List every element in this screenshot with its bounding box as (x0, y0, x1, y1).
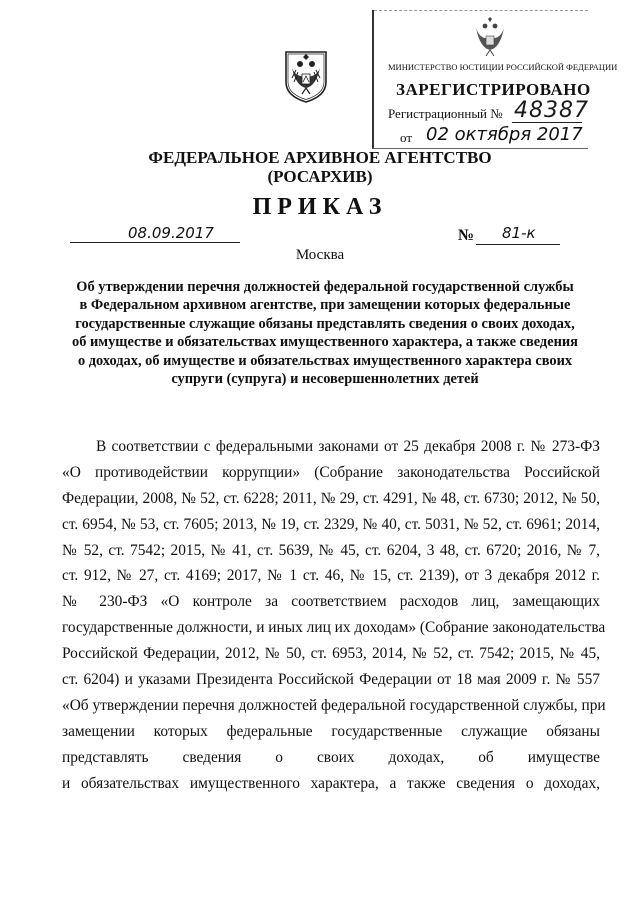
heading-line: в Федеральном архивном агентстве, при замещении которых федеральные (79, 297, 571, 314)
body-line: представлять сведения о своих доходах, об имуществе (62, 748, 600, 766)
registration-stamp (372, 10, 618, 149)
order-date: 08.09.2017 (128, 224, 214, 242)
body-line: Федерации, 2008, № 52, ст. 6228; 2011, № 29, ст. 4291, № 48, ст. 6730; 2012, № 50, (62, 489, 600, 507)
stamp-date-prefix: от (400, 130, 413, 145)
stamp-registered-text: ЗАРЕГИСТРИРОВАНО (396, 80, 591, 99)
state-emblem-icon (282, 48, 330, 104)
body-line: ст. 912, № 27, ст. 4169; 2017, № 1 ст. 46, № 15, ст. 2139), от 3 декабря 2012 г. (62, 567, 600, 585)
body-line: Российской Федерации, 2012, № 50, ст. 6953, 2014, № 52, ст. 7542; 2015, № 45, (62, 645, 600, 663)
body-line: ст. 6204) и указами Президента Российской Федерации от 18 мая 2009 г. № 557 (62, 671, 600, 689)
heading-line: Об утверждении перечня должностей федеральной государственной службы (76, 279, 574, 295)
stamp-date-value: 02 октября 2017 (426, 124, 583, 145)
heading-line: об имуществе и обязательствах имущественного характера, а также сведения (72, 334, 578, 351)
body-line: «О противодействии коррупции» (Собрание законодательства Российской (62, 463, 600, 481)
order-body (62, 434, 606, 796)
agency-short-name: (РОСАРХИВ) (267, 167, 373, 186)
order-title: ПРИКАЗ (252, 194, 388, 220)
stamp-regnum-underline (512, 122, 582, 123)
body-line: В соответствии с федеральными законами от 25 декабря 2008 г. № 273-ФЗ (96, 438, 600, 455)
body-line: замещении которых федеральные государственные служащие обязаны (62, 722, 600, 740)
order-number-label: № (458, 227, 475, 244)
body-line: № 230-ФЗ «О контроле за соответствием расходов лиц, замещающих (62, 593, 600, 611)
order-heading (60, 278, 590, 388)
stamp-ministry-text: МИНИСТЕРСТВО ЮСТИЦИИ РОССИЙСКОЙ ФЕДЕРАЦИИ (388, 62, 618, 72)
body-line: ст. 6954, № 53, ст. 7605; 2013, № 19, ст. 2329, № 40, ст. 5031, № 52, ст. 6961; 2014, (62, 515, 600, 533)
heading-line: государственные служащие обязаны представлять сведения о своих доходах, (75, 315, 575, 332)
stamp-emblem-icon (472, 16, 508, 60)
heading-line: о доходах, об имуществе и обязательствах имущественного характера своих (77, 352, 573, 369)
order-date-underline (70, 242, 240, 243)
order-number-underline (476, 244, 560, 245)
stamp-regnum-label: Регистрационный № (388, 106, 503, 121)
agency-name: ФЕДЕРАЛЬНОЕ АРХИВНОЕ АГЕНТСТВО (148, 148, 492, 167)
stamp-regnum-value: 48387 (514, 98, 589, 123)
heading-line: супруги (супруга) и несовершеннолетних детей (171, 371, 479, 388)
body-line: № 52, ст. 7542; 2015, № 41, ст. 5639, № 45, ст. 6204, 3 48, ст. 6720; 2016, № 7, (62, 541, 600, 559)
order-city: Москва (295, 247, 345, 263)
body-line: государственные должности, и иных лиц их доходам» (Собрание законодательства (62, 619, 606, 637)
body-line: «Об утверждении перечня должностей федеральной государственной службы, при (62, 696, 606, 714)
stamp-border (374, 10, 588, 12)
body-line: и обязательствах имущественного характера, а также сведения о доходах, (62, 774, 600, 792)
order-number: 81-к (502, 224, 536, 242)
